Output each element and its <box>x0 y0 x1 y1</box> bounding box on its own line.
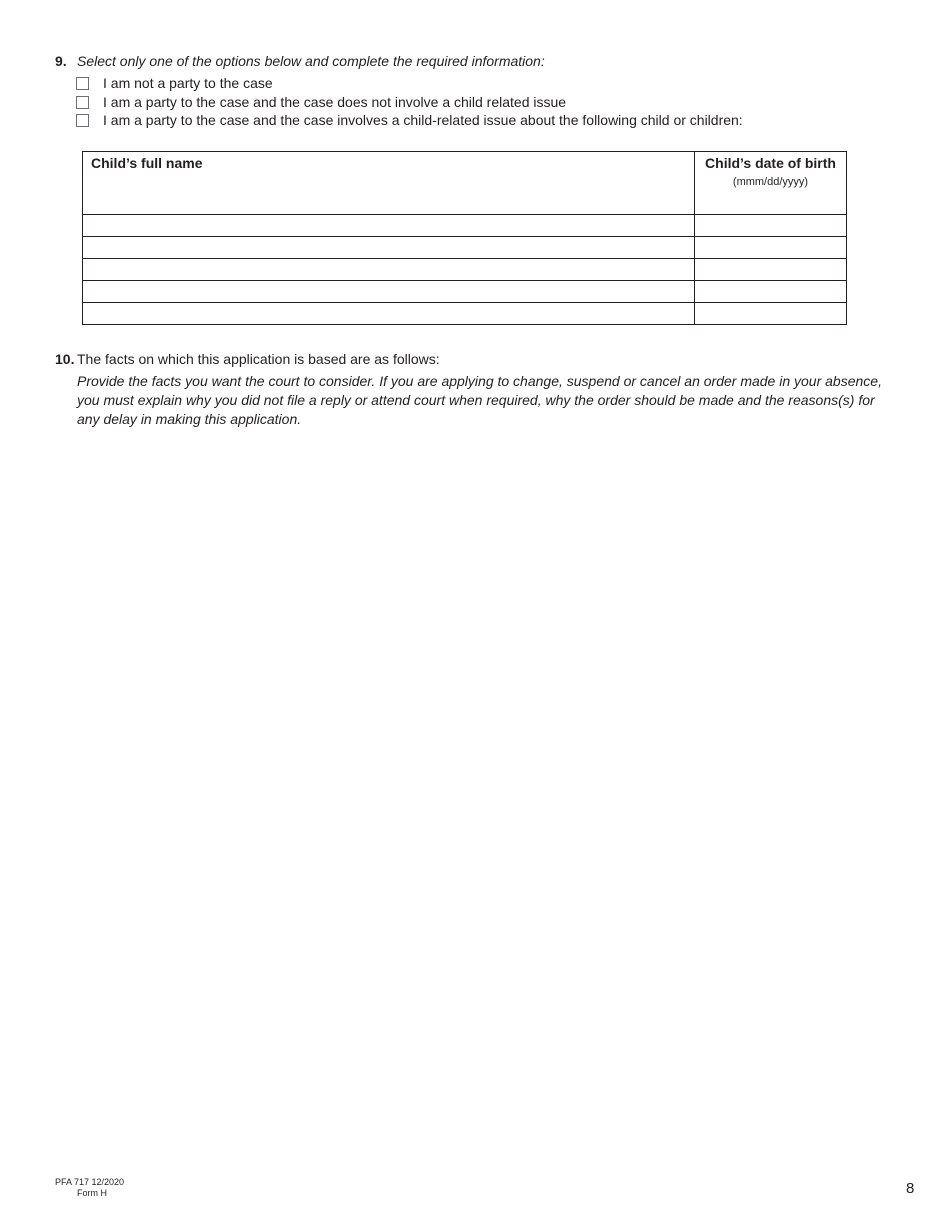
child-name-cell <box>83 237 695 259</box>
form-identifier <box>55 1177 124 1199</box>
option-party-child-issue[interactable] <box>76 111 743 129</box>
child-dob-input[interactable] <box>695 303 846 324</box>
child-name-input[interactable] <box>83 281 694 302</box>
question-10-number: 10. <box>55 351 75 367</box>
child-name-cell <box>83 281 695 303</box>
option-party-no-child-issue[interactable] <box>76 93 566 111</box>
page-number: 8 <box>906 1180 915 1197</box>
child-dob-cell <box>695 281 847 303</box>
option-party-no-child-issue-label: I am a party to the case and the case does not involve a child related issue <box>103 94 567 110</box>
child-name-input[interactable] <box>83 303 694 324</box>
facts-input[interactable] <box>77 436 896 1160</box>
option-party-child-issue-label: I am a party to the case and the case involves a child-related issue about the following child or children: <box>103 112 743 128</box>
child-name-cell <box>83 215 695 237</box>
question-10-text: The facts on which this application is based are as follows: <box>77 351 440 367</box>
child-name-input[interactable] <box>83 215 694 236</box>
child-dob-cell <box>695 303 847 325</box>
table-row <box>83 237 847 259</box>
child-name-cell <box>83 259 695 281</box>
table-row <box>83 259 847 281</box>
form-code: PFA 717 12/2020 <box>55 1177 125 1187</box>
checkbox-party-no-child-issue[interactable] <box>76 96 89 109</box>
column-header-child-name: Child’s full name <box>83 152 695 215</box>
child-dob-cell <box>695 237 847 259</box>
question-9-number: 9. <box>55 53 67 69</box>
checkbox-not-party[interactable] <box>76 77 89 90</box>
checkbox-party-child-issue[interactable] <box>76 114 89 127</box>
child-dob-input[interactable] <box>695 215 846 236</box>
column-header-child-dob-label: Child’s date of birth <box>705 155 836 171</box>
child-name-cell <box>83 303 695 325</box>
table-row <box>83 215 847 237</box>
child-dob-cell <box>695 215 847 237</box>
question-10-instruction: Provide the facts you want the court to consider. If you are applying to change, suspend or cancel an order made in your absence, you must explain why you did not file a reply or attend court when required, why the order should be made and the reasons(s) for any delay in making this application. <box>77 373 882 427</box>
question-9-instruction: Select only one of the options below and complete the required information: <box>77 53 545 69</box>
children-table <box>82 151 847 325</box>
child-dob-input[interactable] <box>695 237 846 258</box>
child-dob-cell <box>695 259 847 281</box>
table-row <box>83 281 847 303</box>
child-name-input[interactable] <box>83 237 694 258</box>
option-not-party[interactable] <box>76 74 273 92</box>
child-name-input[interactable] <box>83 259 694 280</box>
form-name: Form H <box>77 1188 107 1198</box>
column-header-dob-format: (mmm/dd/yyyy) <box>732 176 809 188</box>
child-dob-input[interactable] <box>695 281 846 302</box>
table-row <box>83 303 847 325</box>
child-dob-input[interactable] <box>695 259 846 280</box>
option-not-party-label: I am not a party to the case <box>103 75 273 91</box>
column-header-child-dob <box>695 152 847 215</box>
